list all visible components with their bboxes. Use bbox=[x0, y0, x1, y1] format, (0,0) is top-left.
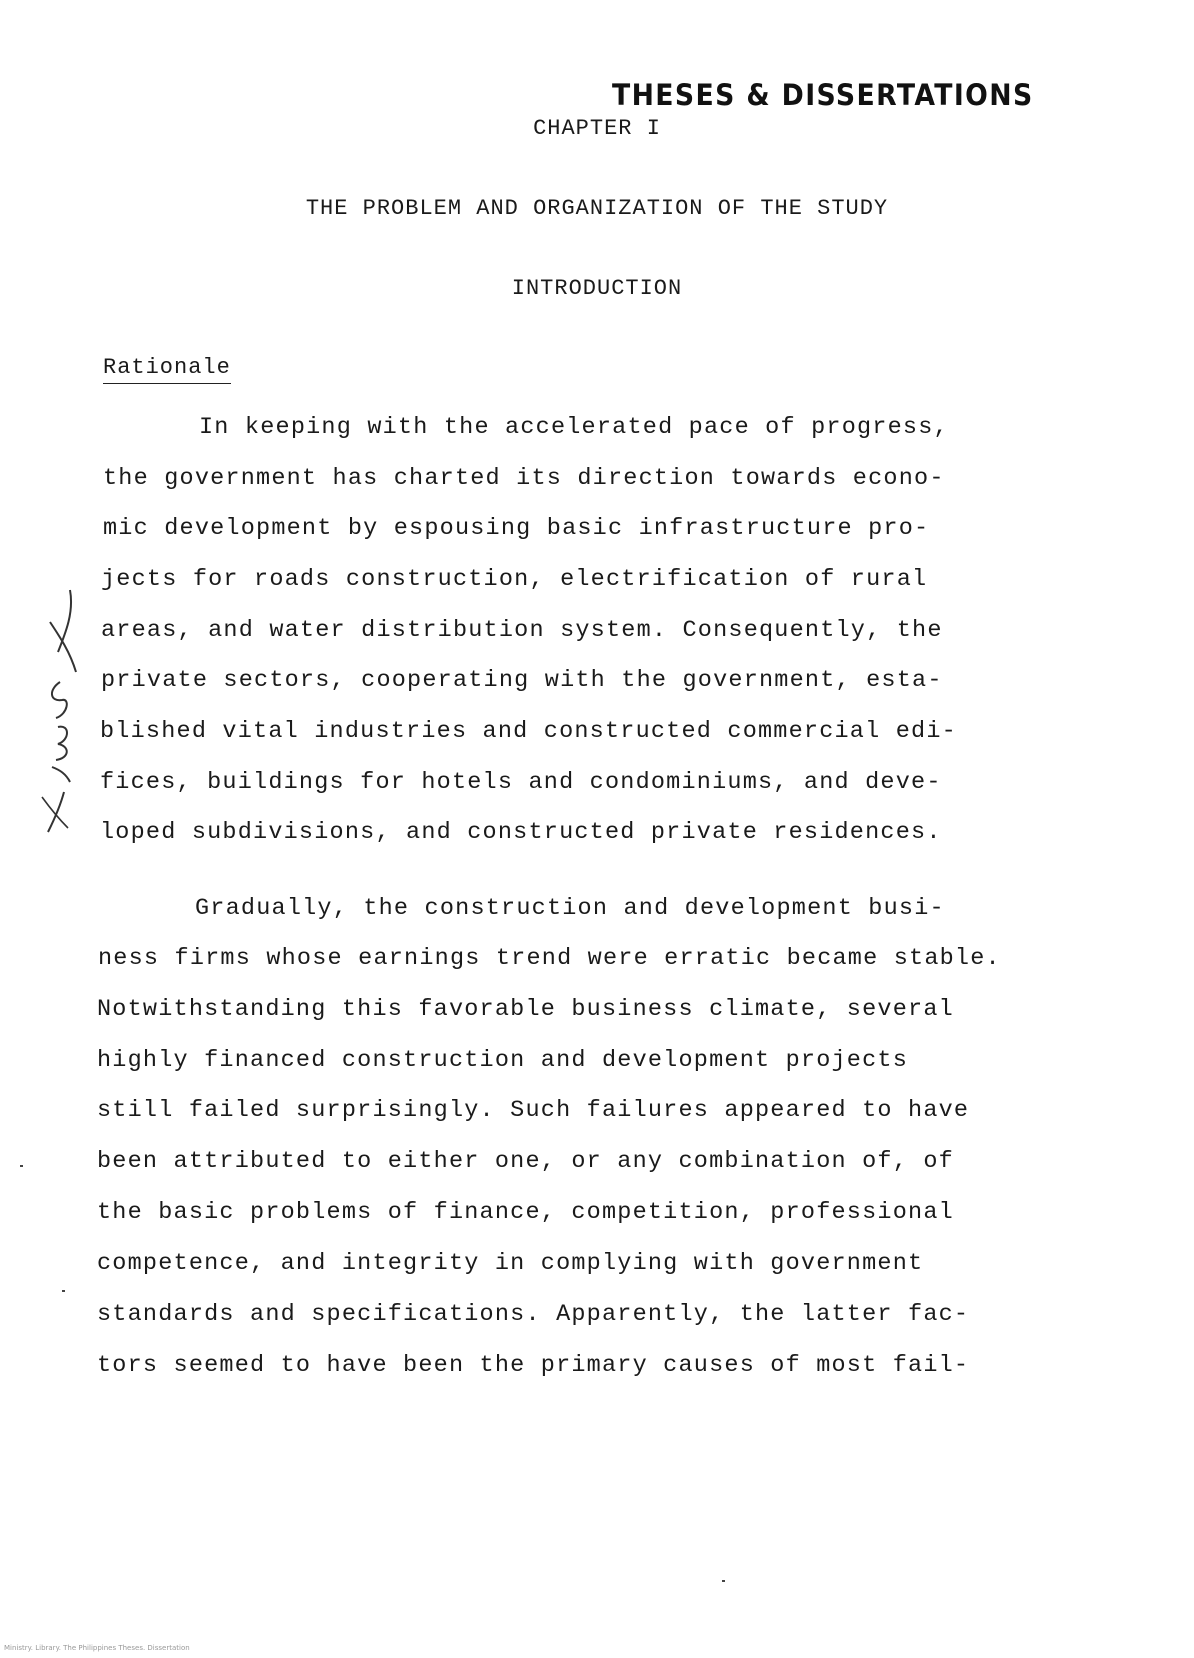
speck-mark bbox=[62, 1290, 65, 1292]
paragraph2-line: tors seemed to have been the primary causes of most fail- bbox=[97, 1352, 970, 1379]
chapter-label: CHAPTER I bbox=[533, 116, 661, 141]
section-heading: INTRODUCTION bbox=[511, 276, 683, 301]
chapter-title: THE PROBLEM AND ORGANIZATION OF THE STUDY bbox=[305, 196, 889, 221]
paragraph2-line: been attributed to either one, or any combination of, of bbox=[97, 1148, 954, 1175]
speck-mark bbox=[20, 1165, 23, 1167]
paragraph2-line: highly financed construction and development projects bbox=[97, 1047, 909, 1074]
paragraph1-line: the government has charted its direction towards econo- bbox=[103, 465, 945, 492]
paragraph2-line: competence, and integrity in complying with government bbox=[97, 1250, 924, 1277]
paragraph2-line: Notwithstanding this favorable business climate, several bbox=[97, 996, 954, 1023]
paragraph1-line: areas, and water distribution system. Consequently, the bbox=[101, 617, 943, 644]
theses-dissertations-stamp: THESES & DISSERTATIONS bbox=[612, 78, 1034, 112]
paragraph2-line: standards and specifications. Apparently, the latter fac- bbox=[97, 1301, 970, 1328]
paragraph2-line: still failed surprisingly. Such failures appeared to have bbox=[97, 1097, 970, 1124]
handwritten-margin-note bbox=[30, 582, 90, 842]
paragraph1-line: In keeping with the accelerated pace of progress, bbox=[199, 414, 949, 441]
paragraph1-line: jects for roads construction, electrification of rural bbox=[101, 566, 928, 593]
paragraph1-line: mic development by espousing basic infrastructure pro- bbox=[103, 515, 930, 542]
paragraph2-line: the basic problems of finance, competition, professional bbox=[97, 1199, 954, 1226]
paragraph1-line: blished vital industries and constructed commercial edi- bbox=[100, 718, 957, 745]
footer-scan-caption: Ministry. Library. The Philippines Theses. Dissertation bbox=[4, 1644, 190, 1652]
paragraph1-line: private sectors, cooperating with the government, esta- bbox=[101, 667, 943, 694]
paragraph2-line: ness firms whose earnings trend were erratic became stable. bbox=[98, 945, 1001, 972]
speck-mark bbox=[722, 1580, 725, 1582]
paragraph2-line: Gradually, the construction and development busi- bbox=[195, 895, 945, 922]
subheading-rationale: Rationale bbox=[103, 355, 231, 384]
paragraph1-line: fices, buildings for hotels and condominiums, and deve- bbox=[100, 769, 942, 796]
paragraph1-line: loped subdivisions, and constructed private residences. bbox=[100, 819, 942, 846]
